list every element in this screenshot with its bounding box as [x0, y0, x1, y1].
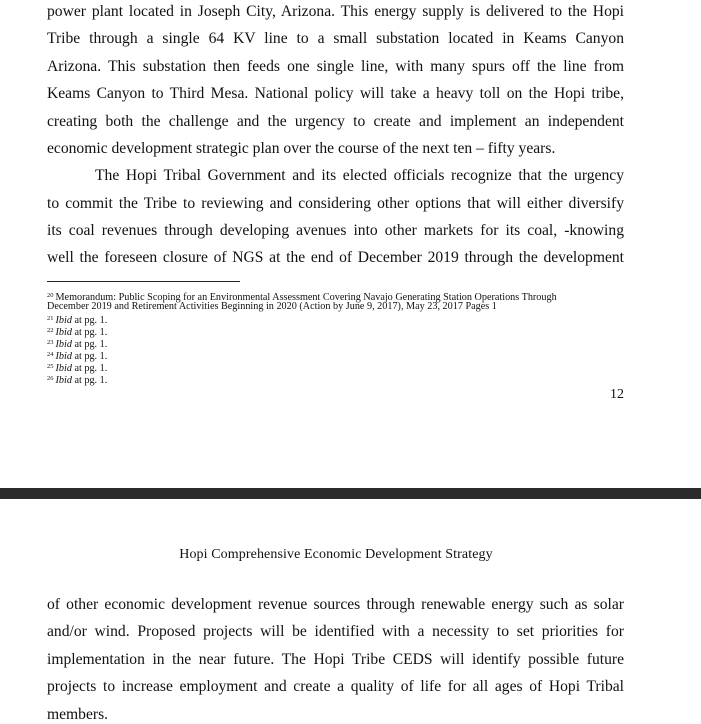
footnote-ibid: Ibid — [55, 327, 72, 338]
footnote-text: at pg. 1. — [71, 363, 108, 374]
body-text-line: Keams Canyon to Third Mesa. National policy will take a heavy toll on the Hopi tribe, — [47, 85, 624, 102]
body-text-line: implementation in the near future. The Hopi Tribe CEDS will identify possible future — [47, 651, 624, 668]
running-header: Hopi Comprehensive Economic Development Strategy — [179, 547, 493, 562]
page-break-gap — [0, 488, 701, 499]
footnote-ibid: Ibid — [55, 339, 72, 350]
footnote-number: 23 — [47, 339, 54, 346]
footnote-text: at pg. 1. — [71, 351, 108, 362]
body-text-line: well the foreseen closure of NGS at the end of December 2019 through the development — [47, 249, 624, 266]
body-text-line: its coal revenues through developing avenues into other markets for its coal, -knowing — [47, 222, 624, 239]
footnote-number: 22 — [47, 327, 54, 334]
body-text-line: power plant located in Joseph City, Arizona. This energy supply is delivered to the Hopi — [47, 3, 624, 20]
footnote-text: at pg. 1. — [71, 315, 108, 326]
body-text-line: and/or wind. Proposed projects will be identified with a necessity to set priorities for — [47, 623, 624, 640]
body-text-line: projects to increase employment and create a quality of life for all ages of Hopi Tribal — [47, 678, 624, 695]
footnote-ibid: Ibid — [55, 363, 72, 374]
footnote-separator — [47, 281, 240, 282]
footnote-text: at pg. 1. — [71, 327, 108, 338]
footnote-number: 20 — [47, 292, 54, 299]
footnote-number: 24 — [47, 351, 54, 358]
footnote-20-continued — [47, 301, 497, 312]
body-text-line: of other economic development revenue sources through renewable energy such as solar — [47, 596, 624, 613]
body-text-line: Arizona. This substation then feeds one single line, with many spurs off the line from — [47, 58, 624, 75]
paragraph-first-line: The Hopi Tribal Government and its elected officials recognize that the urgency — [95, 167, 624, 184]
footnote-ibid: Ibid — [55, 375, 72, 386]
body-text-line: Tribe through a single 64 KV line to a small substation located in Keams Canyon — [47, 30, 624, 47]
body-text-line: to commit the Tribe to reviewing and considering other options that will either diversify — [47, 195, 624, 212]
document-page-13 — [0, 499, 701, 724]
footnote-number: 21 — [47, 315, 54, 322]
footnote-text: at pg. 1. — [71, 375, 108, 386]
footnote-text: at pg. 1. — [71, 339, 108, 350]
footnote-ibid: Ibid — [55, 315, 72, 326]
footnote-ibid: Ibid — [55, 351, 72, 362]
footnote-text: Memorandum: Public Scoping for an Environmental Assessment Covering Navajo Generating Station Operations Through — [55, 292, 557, 303]
footnote-26 — [47, 373, 107, 386]
body-text-line: members. — [47, 706, 109, 723]
body-text-line: creating both the challenge and the urgency to create and implement an independent — [47, 113, 624, 130]
footnote-text: December 2019 and Retirement Activities Beginning in 2020 (Action by June 9, 2017), May 23, 2017 Pages 1 — [47, 301, 497, 312]
page-number: 12 — [610, 387, 624, 402]
body-text-line: economic development strategic plan over the course of the next ten – fifty years. — [47, 140, 556, 157]
footnote-number: 26 — [47, 375, 54, 382]
footnote-number: 25 — [47, 363, 54, 370]
